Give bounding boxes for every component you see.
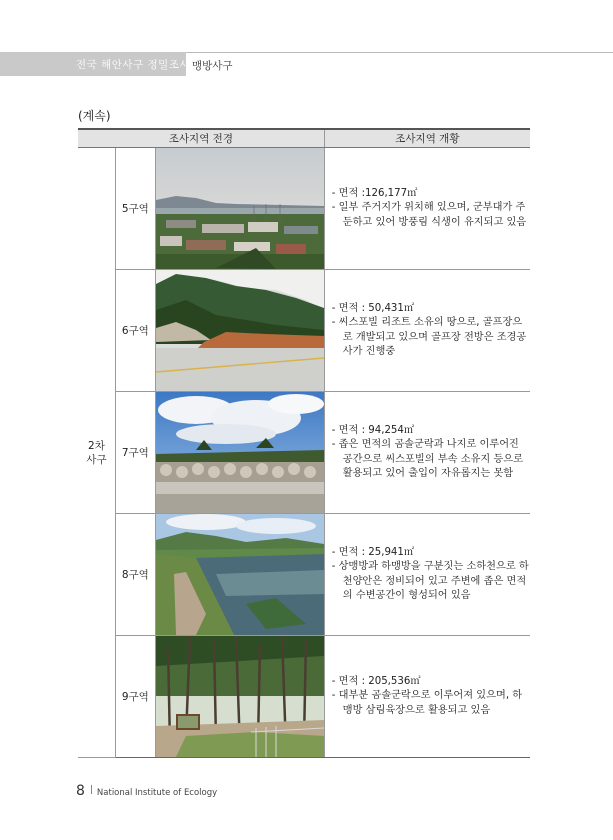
zone-cell: 8구역 [115,514,155,636]
desc-line: - 면적 : 94,254㎡ [331,424,415,436]
zone-cell: 6구역 [115,270,155,392]
stream-photo [156,514,324,635]
continued-label: (계속) [78,109,111,123]
table-row [78,392,530,514]
desc-cell [324,270,530,392]
zone-cell: 7구역 [115,392,155,514]
desc-line: - 대부분 곰솔군락으로 이루어져 있으며, 하맹방 삼림육장으로 활용되고 있음 [331,690,523,716]
desc-cell [324,514,530,636]
table-row [78,636,530,758]
resort-construction-photo [156,270,324,391]
sector-label: 2차 사구 [86,439,107,466]
desc-line: - 일부 주거지가 위치해 있으며, 군부대가 주둔하고 있어 방풍림 식생이 유지되고 있음 [331,202,527,228]
footer-institution: National Institute of Ecology [96,788,218,798]
photo-cell [155,514,324,636]
desc-line: - 상맹방과 하맹방을 구분짓는 소하천으로 하천양안은 정비되어 있고 주변에 좁은 면적의 수변공간이 형성되어 있음 [331,561,529,601]
table-row [78,148,530,270]
desc-line: - 면적 : 25,941㎡ [331,546,415,558]
photo-cell [155,636,324,758]
desc-cell [324,392,530,514]
photo-cell [155,392,324,514]
header-rule [186,52,613,53]
desc-line: - 씨스포빌 리조트 소유의 땅으로, 골프장으로 개발되고 있으며 골프장 전방은 조경공사가 진행중 [331,317,527,357]
sector-cell [78,148,115,758]
village-coast-photo [156,148,324,269]
table-row [78,270,530,392]
header-title: 전국 해안사구 정밀조사 [76,59,191,71]
zone-cell: 9구역 [115,636,155,758]
page-number: 8 [76,783,85,799]
desc-cell [324,636,530,758]
running-header [0,52,613,76]
photo-cell [155,270,324,392]
desc-line: - 면적 : 205,536㎡ [331,675,421,687]
photo-cell [155,148,324,270]
pine-forest-photo [156,636,324,757]
stone-wall-pines-photo [156,392,324,513]
header-overview-photo: 조사지역 전경 [78,129,324,148]
page-footer [76,780,217,799]
desc-line: - 면적 :126,177㎡ [331,187,418,199]
desc-line: - 면적 : 50,431㎡ [331,302,415,314]
table-row [78,514,530,636]
header-overview-desc: 조사지역 개황 [324,129,530,148]
zone-cell: 5구역 [115,148,155,270]
desc-cell [324,148,530,270]
survey-table [78,128,530,758]
header-subtitle: 맹방사구 [192,60,233,72]
desc-line: - 좁은 면적의 곰솔군락과 나지로 이루어진 공간으로 씨스포빌의 부속 소유지 등으로 활용되고 있어 출입이 자유롭지는 못함 [331,439,523,479]
table-header-row [78,129,530,148]
footer-separator [91,785,92,794]
